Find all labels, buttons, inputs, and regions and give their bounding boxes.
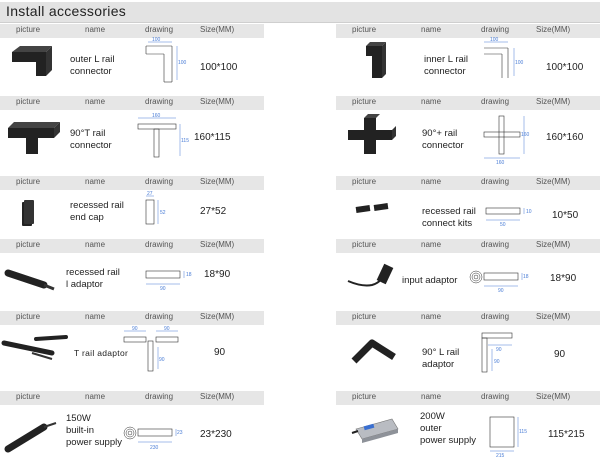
svg-text:115: 115 [181, 138, 189, 144]
technical-drawing [482, 204, 530, 228]
technical-drawing [142, 37, 187, 86]
product-name: input adaptor [402, 275, 458, 286]
technical-drawing [144, 267, 194, 293]
product-size: 18*90 [204, 269, 231, 280]
product-image [4, 419, 62, 453]
table-header: picture name drawing Size(MM) [336, 311, 600, 325]
product-name: 90°T rail connector [70, 128, 112, 151]
product-image [342, 42, 400, 82]
header-picture: picture [16, 25, 41, 34]
product-image [4, 267, 62, 293]
svg-text:18: 18 [523, 274, 529, 280]
product-size: 10*50 [552, 210, 579, 221]
product-name: outer L rail connector [70, 54, 115, 77]
svg-text:160: 160 [496, 160, 505, 166]
svg-text:215: 215 [496, 453, 505, 459]
table-header: picture name drawing Size(MM) [0, 96, 264, 110]
svg-text:100: 100 [178, 60, 187, 66]
product-image [2, 333, 60, 361]
table-header: picture name drawing Size(MM) [0, 176, 264, 190]
product-size: 27*52 [200, 206, 227, 217]
svg-text:52: 52 [160, 210, 166, 216]
svg-text:115: 115 [519, 429, 527, 435]
svg-text:100: 100 [490, 37, 499, 43]
svg-text:90: 90 [494, 359, 500, 365]
product-name: T rail adaptor [74, 348, 129, 358]
svg-text:50: 50 [500, 222, 506, 228]
product-size: 18*90 [550, 273, 577, 284]
product-name: 200W outer power supply [420, 411, 476, 446]
svg-text:230: 230 [150, 445, 159, 451]
technical-drawing [122, 326, 184, 377]
product-name: 90° L rail adaptor [422, 347, 460, 370]
table-header: picture name drawing Size(MM) [0, 239, 264, 253]
product-name: recessed rail end cap [70, 200, 124, 223]
technical-drawing [478, 331, 522, 379]
product-size: 160*160 [546, 132, 584, 143]
table-header: picture name drawing Size(MM) [0, 391, 264, 405]
technical-drawing [136, 113, 189, 162]
product-image [6, 44, 64, 80]
svg-text:90: 90 [496, 347, 502, 353]
header-size: Size(MM) [200, 25, 235, 34]
svg-text:18: 18 [186, 272, 192, 278]
svg-text:90: 90 [164, 326, 170, 332]
technical-drawing [468, 267, 532, 293]
page-title-bar [0, 2, 600, 23]
product-image [6, 118, 64, 156]
svg-text:90: 90 [498, 288, 504, 294]
product-size: 100*100 [200, 62, 238, 73]
table-header [0, 24, 264, 38]
product-size: 90 [554, 349, 566, 360]
product-size: 100*100 [546, 62, 584, 73]
product-name: recessed rail l adaptor [66, 267, 120, 290]
header-name: name [85, 25, 106, 34]
svg-text:100: 100 [515, 60, 524, 66]
product-image [350, 331, 408, 367]
product-image [346, 261, 404, 295]
technical-drawing [122, 423, 188, 451]
product-name: 90°+ rail connector [422, 128, 464, 151]
svg-text:90: 90 [160, 286, 166, 292]
table-header: picture name drawing Size(MM) [336, 176, 600, 190]
product-image [354, 202, 412, 218]
svg-text:90: 90 [132, 326, 138, 332]
page-title: Install accessories [6, 3, 127, 19]
svg-text:27: 27 [147, 191, 153, 197]
svg-text:23: 23 [177, 430, 183, 436]
svg-text:160: 160 [152, 113, 161, 119]
svg-text:90: 90 [159, 357, 165, 363]
product-size: 160*115 [194, 132, 231, 143]
product-size: 90 [214, 347, 226, 358]
technical-drawing [142, 191, 172, 230]
table-header: picture name drawing Size(MM) [0, 311, 264, 325]
product-image [350, 415, 408, 445]
product-image [342, 114, 400, 158]
product-size: 115*215 [548, 429, 585, 440]
product-name: recessed rail connect kits [422, 206, 476, 229]
technical-drawing [478, 37, 524, 86]
product-name: inner L rail connector [424, 54, 469, 77]
svg-text:100: 100 [152, 37, 161, 43]
svg-text:160: 160 [521, 132, 530, 138]
table-header: picture name drawing Size(MM) [336, 96, 600, 110]
product-name: 150W built-in power supply [66, 413, 122, 448]
technical-drawing [482, 114, 530, 166]
header-drawing: drawing [145, 25, 174, 34]
table-header: picture name drawing Size(MM) [336, 391, 600, 405]
table-header: picture name drawing Size(MM) [336, 239, 600, 253]
table-header: picture name drawing Size(MM) [336, 24, 600, 38]
product-image [18, 198, 76, 230]
technical-drawing [486, 415, 527, 459]
product-size: 23*230 [200, 429, 232, 440]
svg-text:10: 10 [526, 209, 532, 215]
